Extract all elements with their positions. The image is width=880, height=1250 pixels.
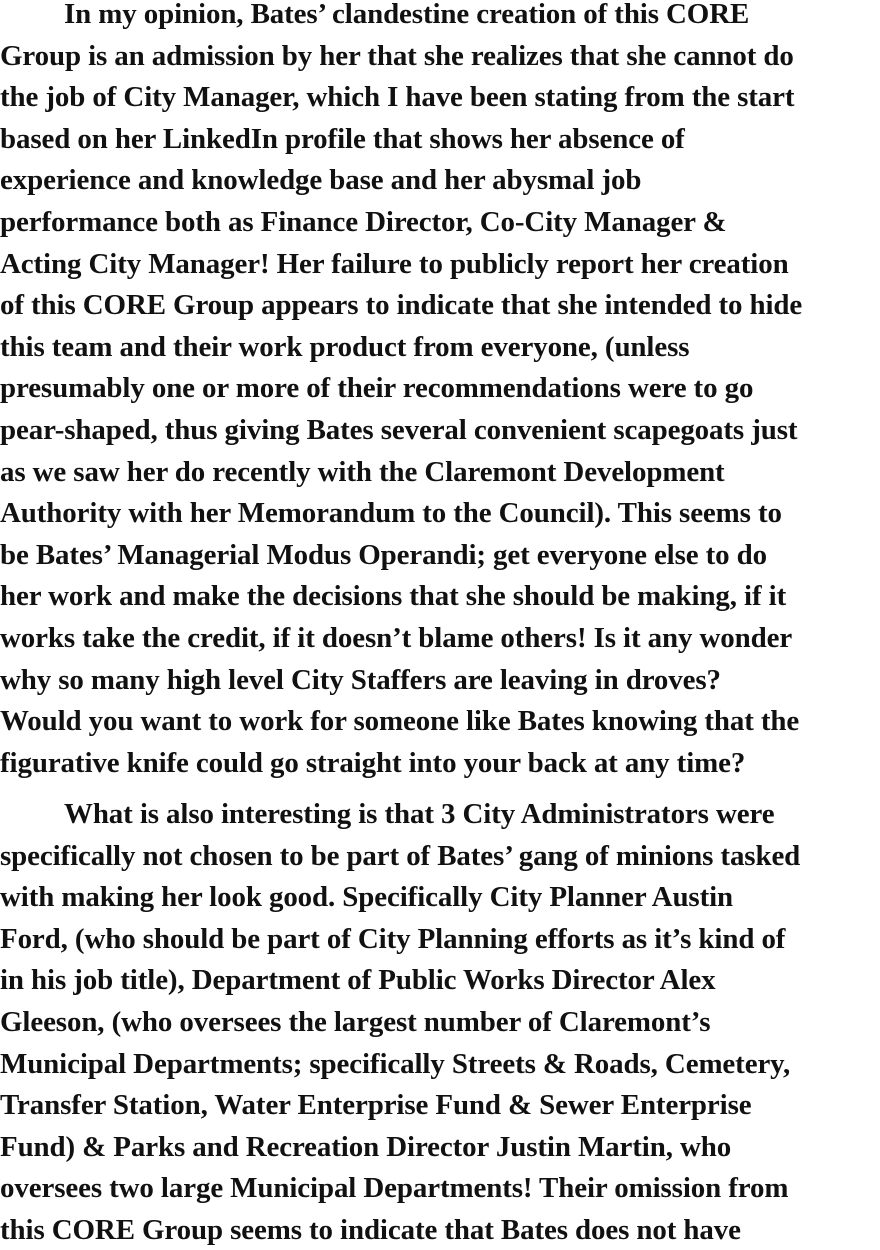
text-line: In my opinion, Bates’ clandestine creation of this CORE [64,0,750,30]
text-line: this CORE Group seems to indicate that Bates does not have [0,1213,741,1246]
text-line: oversees two large Municipal Departments! Their omission from [0,1172,789,1205]
text-line: the job of City Manager, which I have been stating from the start [0,81,795,114]
text-line: figurative knife could go straight into your back at any time? [0,746,746,779]
text-line: Municipal Departments; specifically Streets & Roads, Cemetery, [0,1047,791,1080]
text-line: pear-shaped, thus giving Bates several convenient scapegoats just [0,413,798,446]
text-line: experience and knowledge base and her abysmal job [0,164,642,197]
text-line: Ford, (who should be part of City Planning efforts as it’s kind of [0,922,786,955]
text-line: Group is an admission by her that she realizes that she cannot do [0,39,794,72]
text-line: based on her LinkedIn profile that shows her absence of [0,122,685,155]
text-line: Acting City Manager! Her failure to publicly report her creation [0,247,789,280]
text-line: this team and their work product from everyone, (unless [0,330,690,363]
text-line: Authority with her Memorandum to the Council). This seems to [0,497,782,530]
text-line: presumably one or more of their recommendations were to go [0,372,754,405]
text-line: in his job title), Department of Public Works Director Alex [0,964,716,997]
text-line: Transfer Station, Water Enterprise Fund & Sewer Enterprise [0,1089,752,1122]
text-line: of this CORE Group appears to indicate that she intended to hide [0,289,803,322]
text-line: What is also interesting is that 3 City Administrators were [64,798,775,830]
text-line: Gleeson, (who oversees the largest number of Claremont’s [0,1005,711,1038]
text-line: her work and make the decisions that she should be making, if it [0,580,787,613]
text-line: specifically not chosen to be part of Bates’ gang of minions tasked [0,839,801,872]
text-line: why so many high level City Staffers are leaving in droves? [0,663,721,696]
text-line: works take the credit, if it doesn’t blame others! Is it any wonder [0,621,793,654]
text-line: Would you want to work for someone like Bates knowing that the [0,705,800,738]
paragraph-2 [0,794,880,1250]
text-line: with making her look good. Specifically City Planner Austin [0,881,734,914]
text-line: performance both as Finance Director, Co-City Manager & [0,205,727,238]
text-line: as we saw her do recently with the Claremont Development [0,455,725,488]
text-line: be Bates’ Managerial Modus Operandi; get everyone else to do [0,538,768,571]
text-line: Fund) & Parks and Recreation Director Justin Martin, who [0,1130,732,1163]
